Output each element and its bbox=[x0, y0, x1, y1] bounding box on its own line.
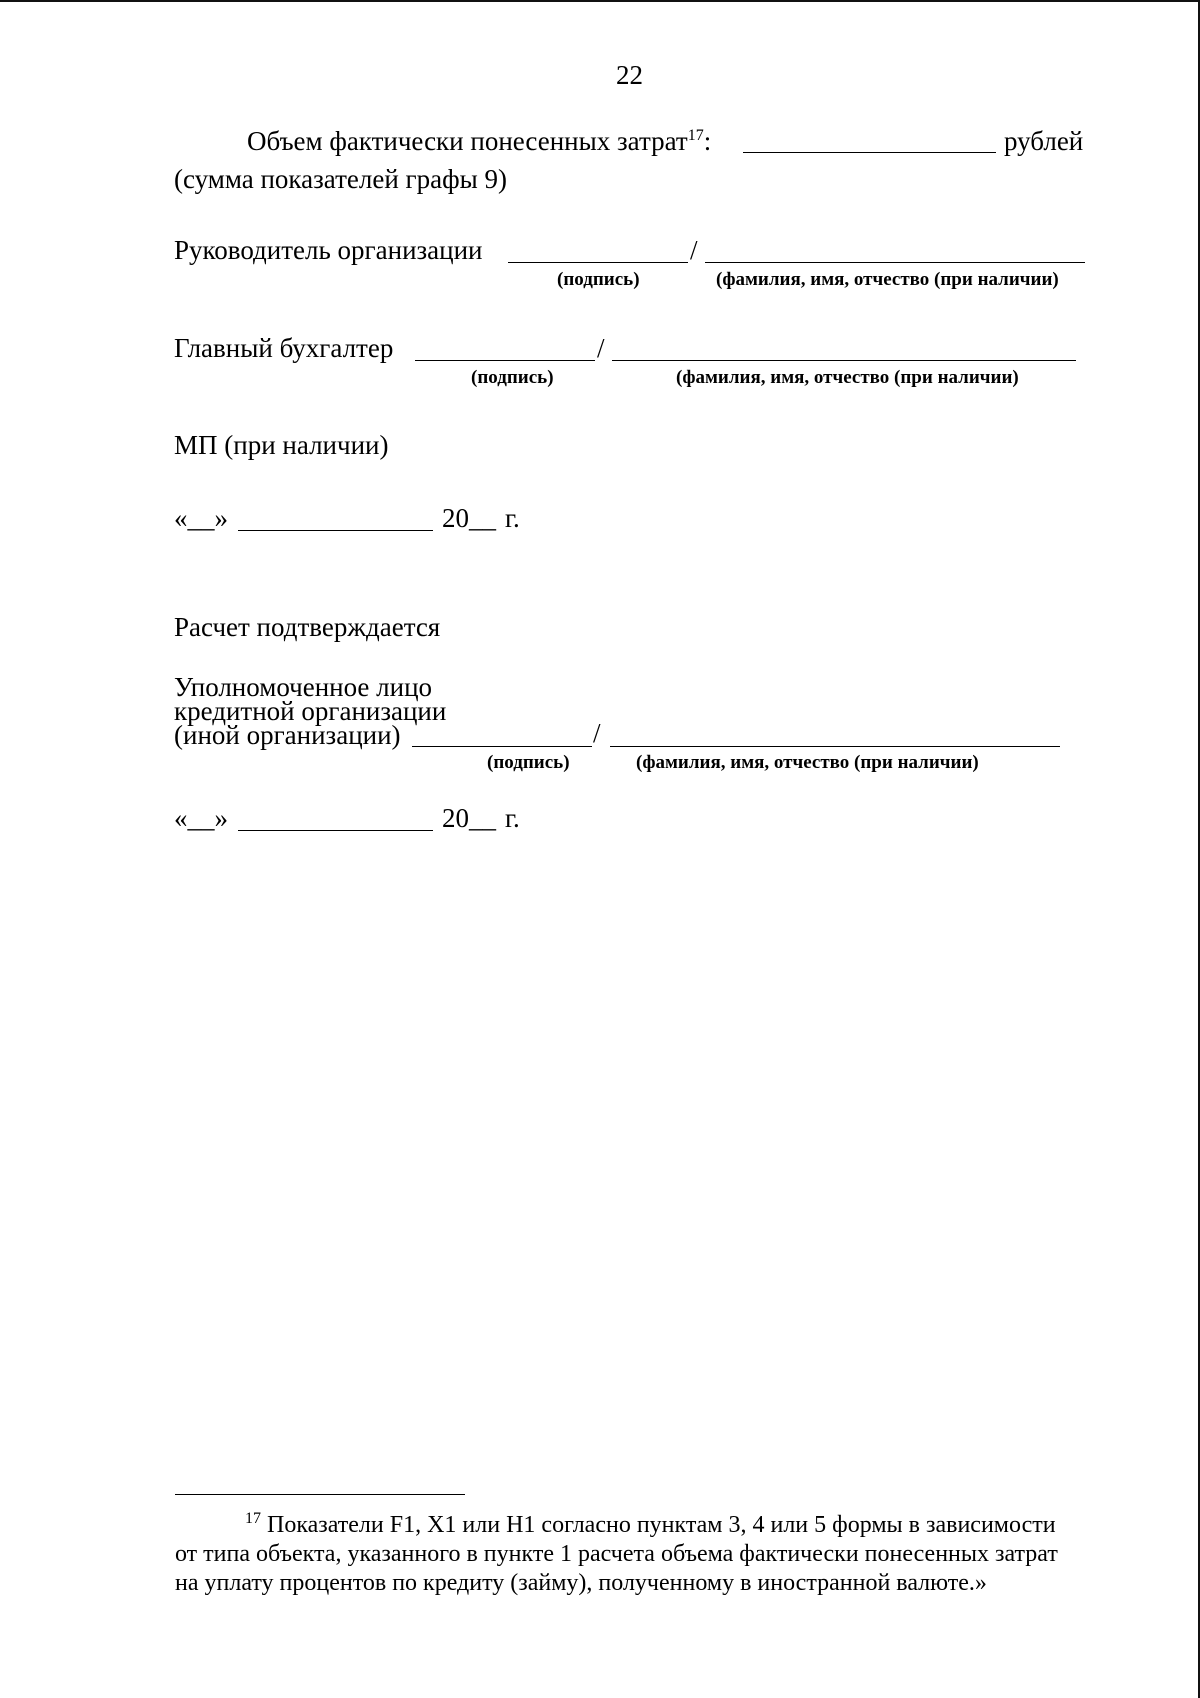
costs-colon: : bbox=[703, 126, 712, 156]
date2-g: г. bbox=[505, 803, 520, 833]
page-number: 22 bbox=[616, 60, 643, 90]
date-month-field[interactable] bbox=[238, 530, 433, 531]
costs-label bbox=[247, 128, 711, 155]
date-year-suffix: __ bbox=[469, 503, 496, 533]
costs-amount-field[interactable] bbox=[743, 152, 996, 153]
authorized-line3: (иной организации) bbox=[174, 720, 401, 750]
head-signature-field[interactable] bbox=[508, 262, 688, 263]
confirm-label: Расчет подтверждается bbox=[174, 612, 441, 642]
head-label: Руководитель организации bbox=[174, 235, 483, 265]
footnote-ref: 17 bbox=[687, 127, 704, 144]
authorized-line1: Уполномоченное лицо bbox=[174, 672, 433, 702]
costs-label-text: Объем фактически понесенных затрат bbox=[247, 126, 688, 156]
footnote-number: 17 bbox=[245, 1510, 261, 1527]
accountant-label: Главный бухгалтер bbox=[174, 333, 394, 363]
accountant-signature-caption: (подпись) bbox=[471, 367, 554, 388]
costs-unit: рублей bbox=[1004, 126, 1084, 156]
date2-day: «__» bbox=[174, 803, 228, 833]
date2-year-suffix: __ bbox=[469, 803, 496, 833]
authorized-separator: / bbox=[593, 718, 601, 748]
footnote-line1 bbox=[245, 1510, 1056, 1538]
accountant-signature-field[interactable] bbox=[415, 360, 595, 361]
stamp-label: МП (при наличии) bbox=[174, 430, 389, 460]
authorized-name-caption: (фамилия, имя, отчество (при наличии) bbox=[636, 752, 979, 773]
authorized-signature-caption: (подпись) bbox=[487, 752, 570, 773]
date2-year-prefix: 20 bbox=[442, 803, 469, 833]
page-border-top bbox=[0, 0, 1200, 2]
authorized-signature-field[interactable] bbox=[412, 746, 592, 747]
authorized-name-field[interactable] bbox=[610, 746, 1060, 747]
footnote-line1-text: Показатели F1, X1 или H1 согласно пунктам 3, 4 или 5 формы в зависимости bbox=[267, 1512, 1056, 1538]
head-name-field[interactable] bbox=[705, 262, 1085, 263]
accountant-separator: / bbox=[597, 333, 605, 363]
accountant-name-caption: (фамилия, имя, отчество (при наличии) bbox=[676, 367, 1019, 388]
date2-month-field[interactable] bbox=[238, 830, 433, 831]
footnote-line2: от типа объекта, указанного в пункте 1 расчета объема фактически понесенных затрат bbox=[175, 1541, 1058, 1567]
footnote-separator bbox=[175, 1494, 465, 1495]
date-day: «__» bbox=[174, 503, 228, 533]
authorized-line2: кредитной организации bbox=[174, 696, 447, 726]
costs-note: (сумма показателей графы 9) bbox=[174, 164, 507, 194]
date-year-prefix: 20 bbox=[442, 503, 469, 533]
footnote-line3: на уплату процентов по кредиту (займу), полученному в иностранной валюте.» bbox=[175, 1570, 987, 1596]
date-year bbox=[442, 505, 496, 532]
head-separator: / bbox=[690, 235, 698, 265]
date-g: г. bbox=[505, 503, 520, 533]
head-name-caption: (фамилия, имя, отчество (при наличии) bbox=[716, 269, 1059, 290]
head-signature-caption: (подпись) bbox=[557, 269, 640, 290]
date2-year bbox=[442, 805, 496, 832]
accountant-name-field[interactable] bbox=[612, 360, 1076, 361]
